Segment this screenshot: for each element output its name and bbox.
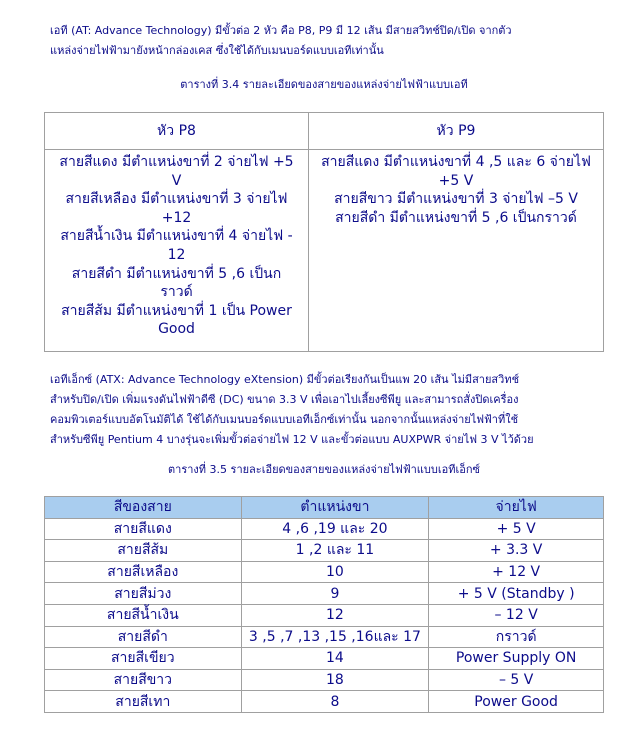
atx-paragraph [50, 370, 620, 450]
wire-color-cell: สายสีเหลือง [45, 561, 242, 583]
p8-line: สายสีแดง มีตำแหน่งขาที่ 2 จ่ายไฟ +5 [59, 154, 294, 170]
wire-color-cell: สายสีน้ำเงิน [45, 604, 242, 626]
p9-line: สายสีแดง มีตำแหน่งขาที่ 4 ,5 และ 6 จ่ายไฟ [321, 154, 591, 170]
intro-line-2: แหล่งจ่ายไฟฟ้ามายังหน้ากล่องเคส ซึ่งใช้ได้กับเมนบอร์ดแบบเอทีเท่านั้น [50, 44, 384, 57]
table-row [45, 669, 604, 691]
table-row [45, 626, 604, 648]
wire-color-cell: สายสีดำ [45, 626, 242, 648]
voltage-cell: – 5 V [429, 669, 604, 691]
p8-column [45, 113, 309, 351]
table-row [45, 583, 604, 605]
wire-color-cell: สายสีขาว [45, 669, 242, 691]
p8-line: +12 [161, 209, 192, 226]
atx-line-3: คอมพิวเตอร์แบบอัตโนมัติได้ ใช้ได้กับเมนบอร์ดแบบเอทีเอ็กซ์เท่านั้น นอกจากนั้นแหล่งจ่ายไฟฟ้าที่ใช้ [50, 413, 519, 426]
voltage-cell: Power Good [429, 691, 604, 713]
pin-cell: 9 [241, 583, 429, 605]
wire-color-cell: สายสีเขียว [45, 648, 242, 670]
pin-cell: 18 [241, 669, 429, 691]
pin-cell: 12 [241, 604, 429, 626]
table-row [45, 604, 604, 626]
wire-color-cell: สายสีส้ม [45, 540, 242, 562]
table-header-row [45, 497, 604, 519]
p9-line: +5 V [438, 172, 474, 189]
p8-line: V [171, 172, 182, 189]
column-header-voltage: จ่ายไฟ [429, 497, 604, 519]
p8-header: หัว P8 [45, 113, 308, 150]
table-row [45, 561, 604, 583]
voltage-cell: + 5 V (Standby ) [429, 583, 604, 605]
p8-line: สายสีเหลือง มีตำแหน่งขาที่ 3 จ่ายไฟ [65, 191, 288, 208]
p8-line: 12 [167, 246, 186, 263]
atx-line-1: เอทีเอ็กซ์ (ATX: Advance Technology eXtension) มีขั้วต่อเรียงกันเป็นแพ 20 เส้น ไม่มีสายสวิทช์ [50, 373, 520, 386]
pin-cell: 1 ,2 และ 11 [241, 540, 429, 562]
pin-cell: 8 [241, 691, 429, 713]
p8-line: สายสีส้ม มีตำแหน่งขาที่ 1 เป็น Power [61, 302, 292, 319]
table-p8-p9 [44, 112, 604, 352]
atx-line-4: สำหรับซีพียู Pentium 4 บางรุ่นจะเพิ่มขั้วต่อจ่ายไฟ 12 V และขั้วต่อแบบ AUXPWR จ่ายไฟ 3 V ไว้ด้วย [50, 433, 534, 446]
table-row [45, 648, 604, 670]
voltage-cell: + 12 V [429, 561, 604, 583]
voltage-cell: + 5 V [429, 518, 604, 540]
table2-caption: ตารางที่ 3.5 รายละเอียดของสายของแหล่งจ่ายไฟฟ้าแบบเอทีเอ็กซ์ [168, 463, 480, 476]
p9-column [309, 113, 603, 351]
pin-cell: 14 [241, 648, 429, 670]
wire-color-cell: สายสีแดง [45, 518, 242, 540]
intro-paragraph [50, 21, 620, 61]
pin-cell: 10 [241, 561, 429, 583]
pin-cell: 4 ,6 ,19 และ 20 [241, 518, 429, 540]
table-row [45, 540, 604, 562]
p9-body [309, 150, 603, 227]
voltage-cell: กราวด์ [429, 626, 604, 648]
table1-caption: ตารางที่ 3.4 รายละเอียดของสายของแหล่งจ่ายไฟฟ้าแบบเอที [180, 78, 468, 91]
voltage-cell: – 12 V [429, 604, 604, 626]
wire-color-cell: สายสีเทา [45, 691, 242, 713]
p8-line: สายสีน้ำเงิน มีตำแหน่งขาที่ 4 จ่ายไฟ - [60, 228, 293, 245]
column-header-pins: ตำแหน่งขา [241, 497, 429, 519]
intro-line-1: เอที (AT: Advance Technology) มีขั้วต่อ 2 หัว คือ P8, P9 มี 12 เส้น มีสายสวิทช์ปิด/เปิด จากตัว [50, 24, 512, 37]
table-row [45, 691, 604, 713]
atx-line-2: สำหรับปิด/เปิด เพิ่มแรงดันไฟฟ้าดีซี (DC) ขนาด 3.3 V เพื่อเอาไปเลี้ยงซีพียู และสามารถสั่งปิดเครื่อง [50, 393, 519, 406]
column-header-color: สีของสาย [45, 497, 242, 519]
p8-line: สายสีดำ มีตำแหน่งขาที่ 5 ,6 เป็นก [71, 265, 282, 282]
wire-color-cell: สายสีม่วง [45, 583, 242, 605]
voltage-cell: Power Supply ON [429, 648, 604, 670]
p8-line: ราวด์ [160, 284, 193, 301]
p9-header: หัว P9 [309, 113, 603, 150]
voltage-cell: + 3.3 V [429, 540, 604, 562]
p8-line: Good [158, 321, 195, 338]
table-row [45, 518, 604, 540]
p9-line: สายสีดำ มีตำแหน่งขาที่ 5 ,6 เป็นกราวด์ [335, 209, 577, 226]
pin-cell: 3 ,5 ,7 ,13 ,15 ,16และ 17 [241, 626, 429, 648]
atx-wire-table [44, 496, 604, 713]
p9-line: สายสีขาว มีตำแหน่งขาที่ 3 จ่ายไฟ –5 V [334, 191, 578, 208]
p8-body [45, 150, 308, 339]
